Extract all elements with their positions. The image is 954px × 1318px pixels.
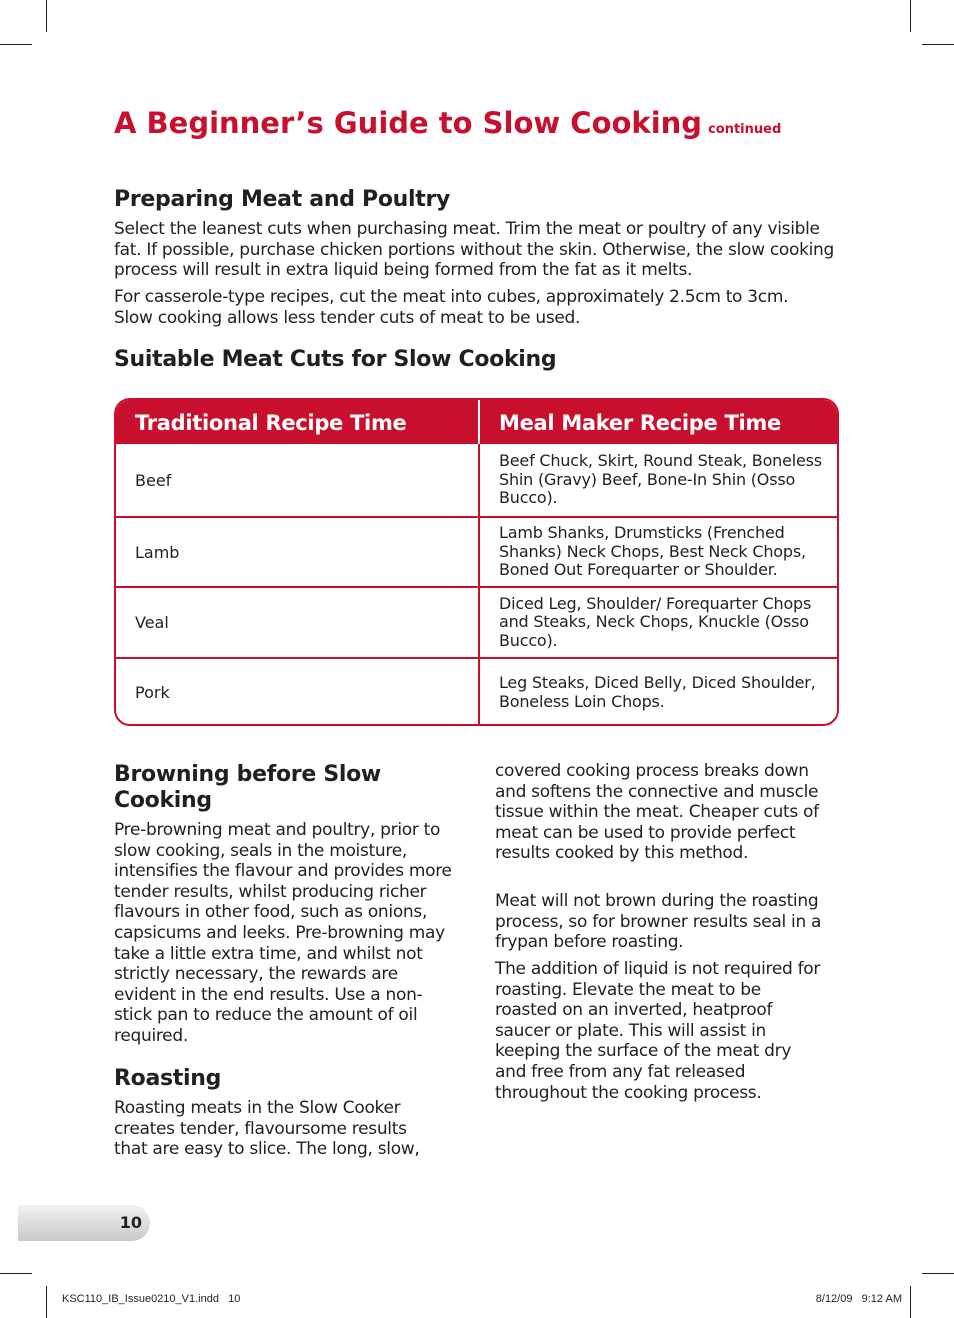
page-title	[114, 106, 781, 140]
footer-timestamp: 8/12/09 9:12 AM	[815, 1293, 902, 1305]
roasting-paragraph-2: Meat will not brown during the roasting process, so for browner results seal in a frypan before roasting.	[495, 891, 822, 953]
preparing-paragraph-2: For casserole-type recipes, cut the meat into cubes, approximately 2.5cm to 3cm. Slow cooking allows less tender cuts of meat to be used.	[114, 287, 789, 328]
table-row	[116, 444, 837, 516]
page-number: 10	[119, 1213, 142, 1232]
crop-mark	[46, 1286, 47, 1318]
column-header-traditional: Traditional Recipe Time	[135, 411, 407, 435]
crop-mark	[910, 1286, 911, 1318]
preparing-paragraph-1: Select the leanest cuts when purchasing meat. Trim the meat or poultry of any visible fat. If possible, purchase chicken portions without the skin. Otherwise, the slow cooking process will result in extra liquid being formed from the fat as it melts.	[114, 219, 835, 281]
table-cell-meat: Lamb	[135, 542, 180, 562]
crop-mark	[0, 44, 32, 45]
page-number-tab	[18, 1205, 150, 1241]
page-title-text: A Beginner’s Guide to Slow Cooking	[114, 106, 703, 140]
table-cell-cuts: Beef Chuck, Skirt, Round Steak, Boneless Shin (Gravy) Beef, Bone-In Shin (Osso Bucco).	[499, 451, 822, 508]
roasting-paragraph-1-start: Roasting meats in the Slow Cooker creates tender, flavoursome results that are easy to slice. The long, slow,	[114, 1098, 420, 1160]
title-continued: continued	[708, 122, 782, 137]
header-divider	[478, 400, 480, 444]
column-header-meal-maker: Meal Maker Recipe Time	[499, 411, 781, 435]
table-cell-cuts: Leg Steaks, Diced Belly, Diced Shoulder, Boneless Loin Chops.	[499, 673, 816, 711]
table-cell-meat: Beef	[135, 470, 172, 490]
crop-mark	[46, 0, 47, 32]
table-header	[116, 400, 837, 444]
crop-mark	[922, 1273, 954, 1274]
section-heading-browning: Browning before Slow Cooking	[114, 762, 381, 813]
section-heading-preparing: Preparing Meat and Poultry	[114, 187, 451, 212]
browning-paragraph: Pre-browning meat and poultry, prior to slow cooking, seals in the moisture, intensifies the flavour and provides more tender results, whilst producing richer flavours in other food, such as onions, capsicums and leeks. Pre-browning may take a little extra time, and whilst not strictly necessary, the rewards are evident in the end results. Use a non-stick pan to reduce the amount of oil required.	[114, 820, 452, 1046]
crop-mark	[922, 44, 954, 45]
table-cell-cuts: Diced Leg, Shoulder/ Forequarter Chops and Steaks, Neck Chops, Knuckle (Osso Bucco).	[499, 593, 812, 650]
table-row	[116, 518, 837, 586]
meat-cuts-table	[114, 398, 839, 726]
table-cell-cuts: Lamb Shanks, Drumsticks (Frenched Shanks) Neck Chops, Best Neck Chops, Boned Out Forequarter or Shoulder.	[499, 523, 806, 580]
crop-mark	[910, 0, 911, 32]
table-row	[116, 588, 837, 657]
footer-file-info: KSC110_IB_Issue0210_V1.indd 10	[62, 1293, 241, 1305]
table-cell-meat: Veal	[135, 613, 169, 632]
table-row	[116, 659, 837, 726]
section-heading-meat-cuts: Suitable Meat Cuts for Slow Cooking	[114, 347, 557, 372]
crop-mark	[0, 1273, 32, 1274]
roasting-paragraph-3: The addition of liquid is not required for roasting. Elevate the meat to be roasted on an inverted, heatproof saucer or plate. This will assist in keeping the surface of the meat dry and free from any fat released throughout the cooking process.	[495, 959, 821, 1103]
table-cell-meat: Pork	[135, 683, 170, 702]
roasting-paragraph-1-end: covered cooking process breaks down and softens the connective and muscle tissue within the meat. Cheaper cuts of meat can be used to provide perfect results cooked by this method.	[495, 761, 819, 864]
section-heading-roasting: Roasting	[114, 1066, 222, 1091]
